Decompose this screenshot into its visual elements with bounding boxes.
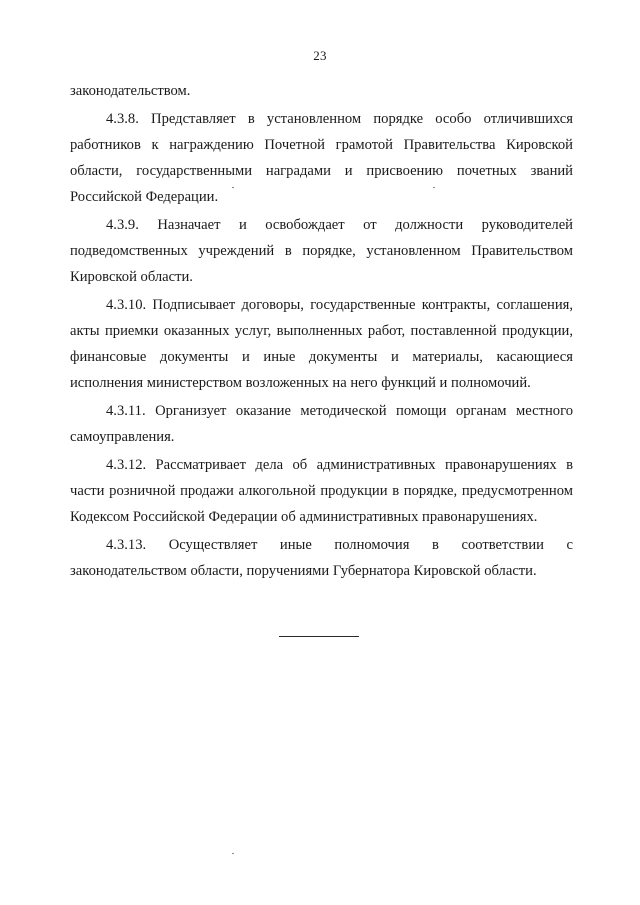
scan-speck [433,187,435,188]
scan-speck [232,853,234,854]
paragraph-4-3-10: 4.3.10. Подписывает договоры, государственные контракты, соглашения, акты приемки оказанных услуг, выполненных работ, поставленной продукции, финансовые документы и иные документы и материалы, касающиеся исполнения министерством возложенных на него функций и полномочий. [70,297,573,391]
paragraph-4-3-12: 4.3.12. Рассматривает дела об административных правонарушениях в части розничной продажи алкогольной продукции в порядке, предусмотренном Кодексом Российской Федерации об административных правонарушениях. [70,457,573,525]
paragraph-4-3-13: 4.3.13. Осуществляет иные полномочия в соответствии с законодательством области, поручениями Губернатора Кировской области. [70,537,573,579]
end-of-text-rule [279,636,359,637]
paragraph-4-3-9: 4.3.9. Назначает и освобождает от должности руководителей подведомственных учреждений в порядке, установленном Правительством Кировской области. [70,217,573,285]
paragraph-4-3-8: 4.3.8. Представляет в установленном порядке особо отличившихся работников к награждению Почетной грамотой Правительства Кировской области, государственными наградами и присвоению почетных званий Российской Федерации. [70,111,573,205]
paragraph-continuation: законодательством. [70,83,191,99]
paragraph-4-3-11: 4.3.11. Организует оказание методической помощи органам местного самоуправления. [70,403,573,445]
document-body [70,78,573,586]
scan-speck [232,187,234,188]
page-number: 23 [313,48,327,63]
